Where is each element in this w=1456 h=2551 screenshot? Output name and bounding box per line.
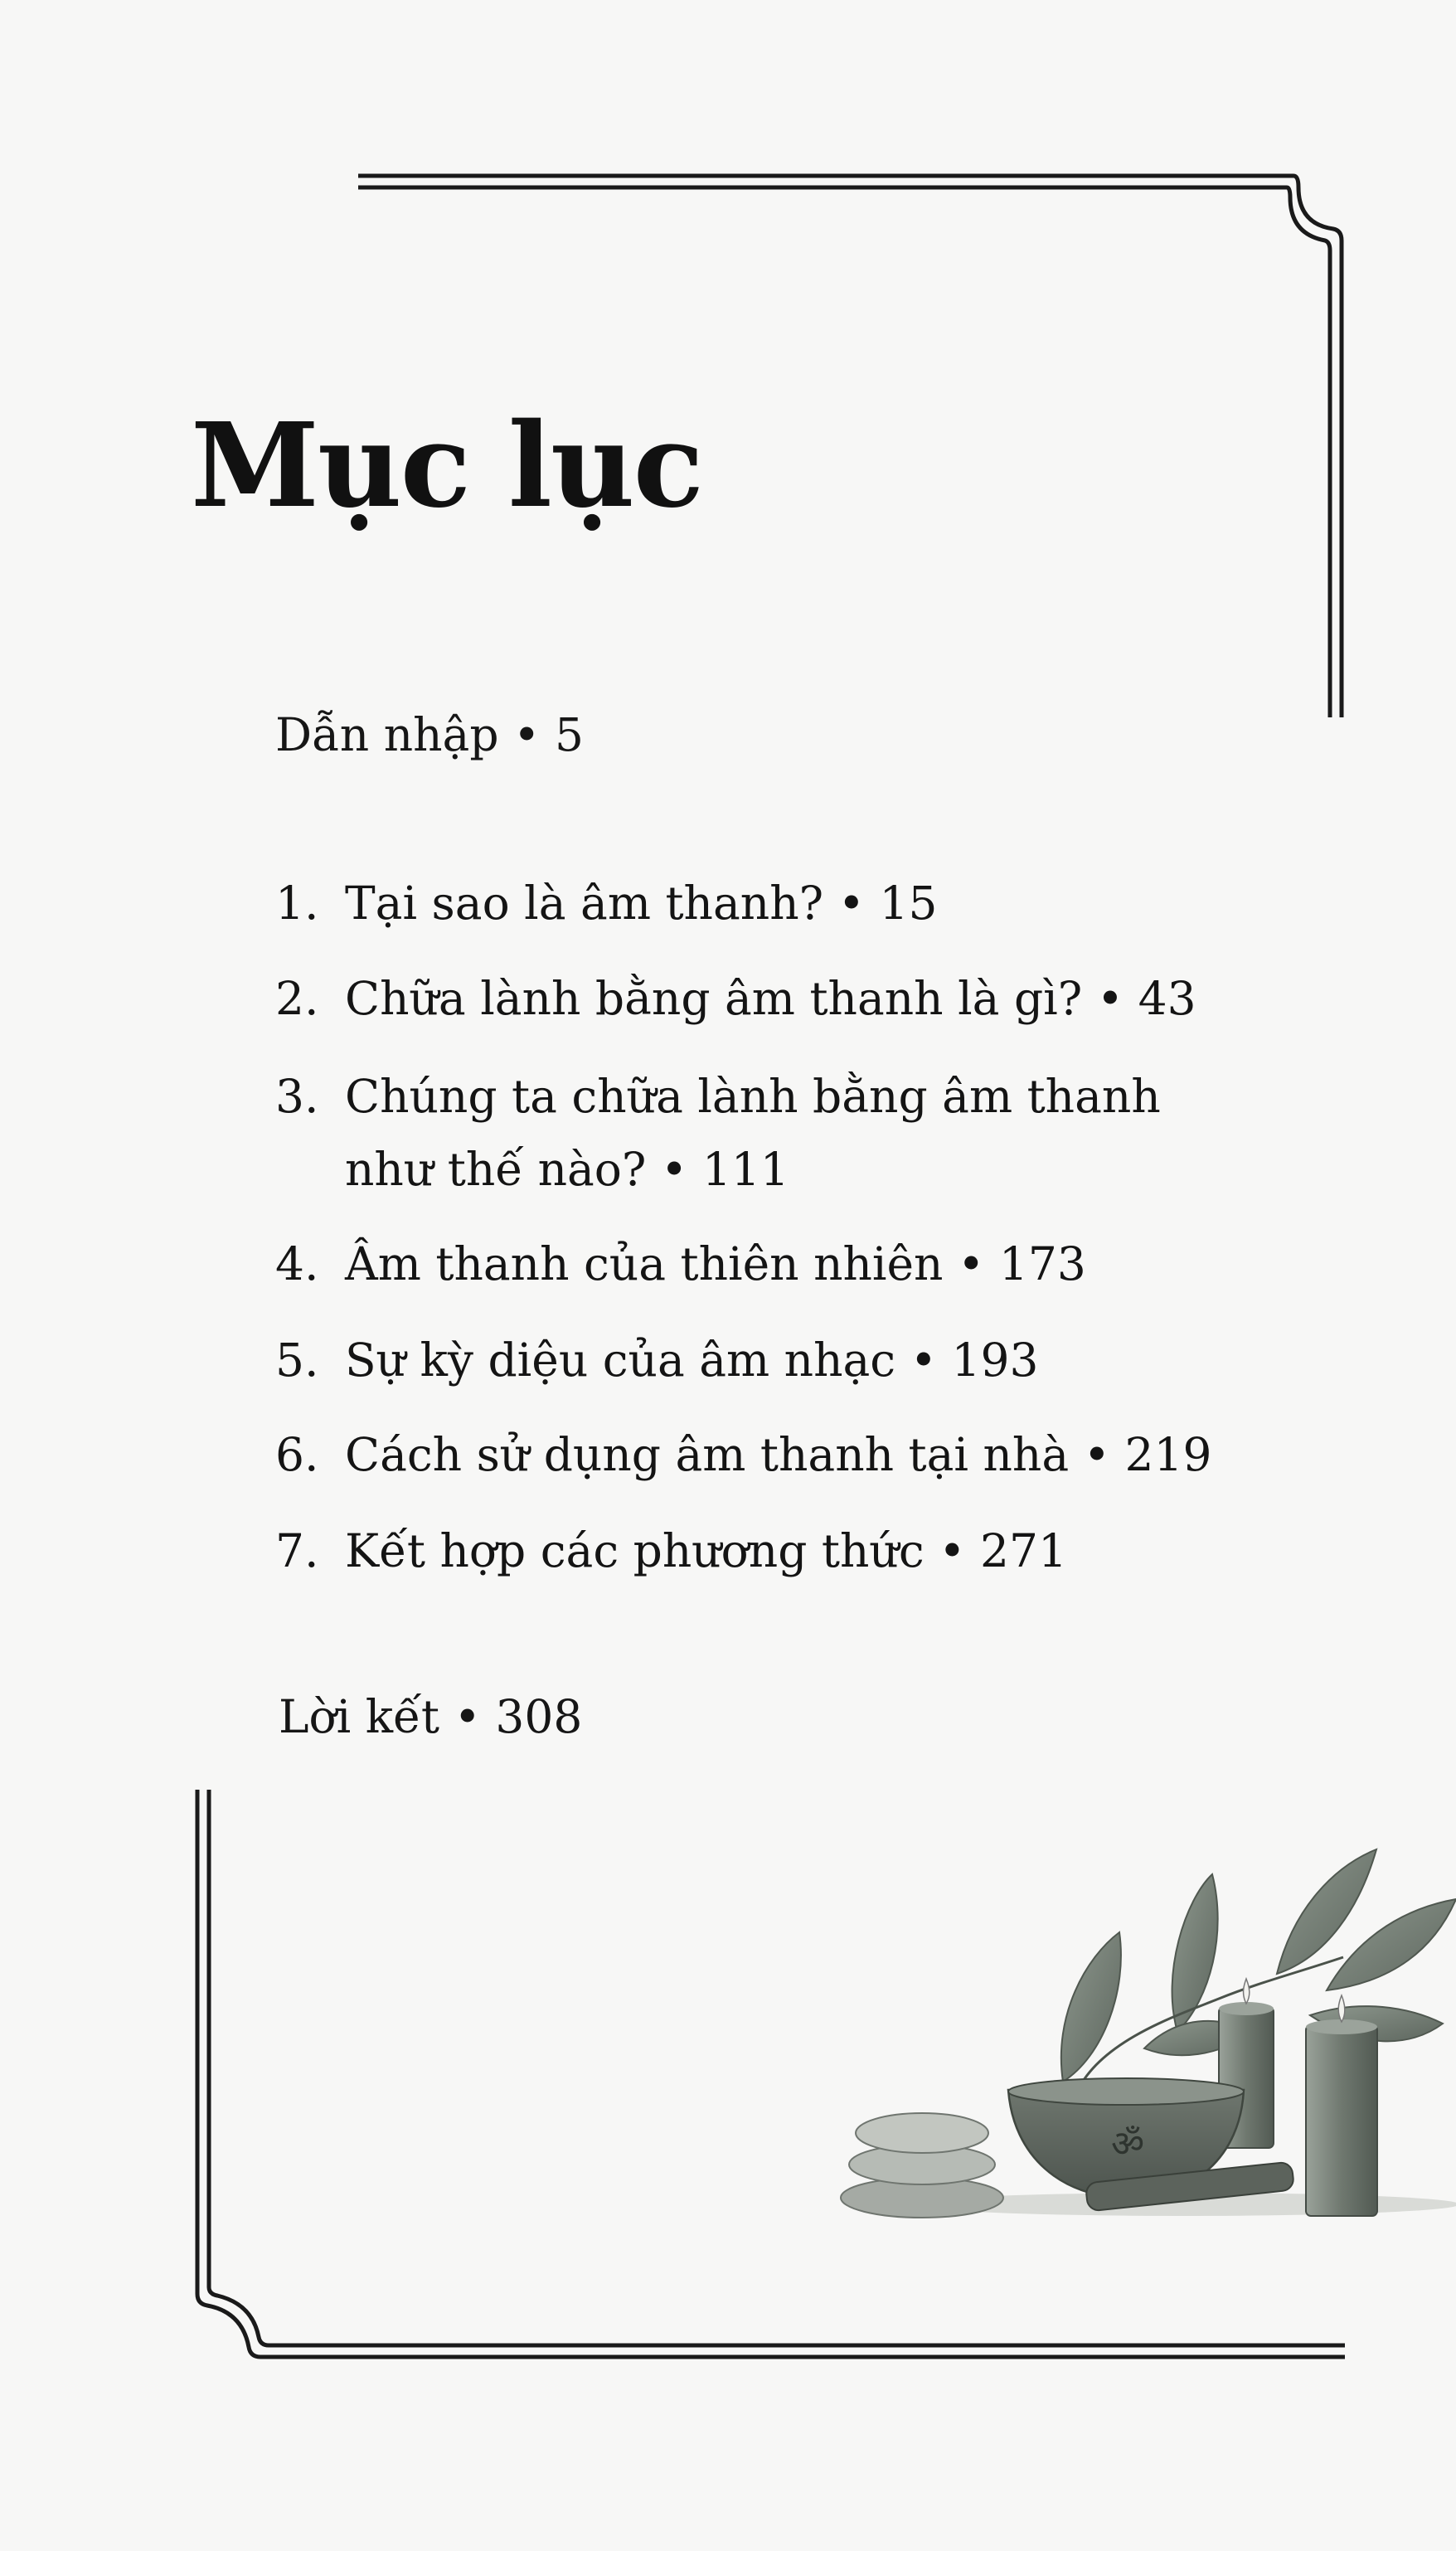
chapter-number: 5. <box>275 1334 319 1387</box>
toc-outro-entry: Lời kết • 308 <box>279 1690 583 1743</box>
chapter-title-continuation: như thế nào? • 111 <box>345 1143 789 1196</box>
stacked-stones-icon <box>841 2113 1003 2218</box>
chapter-number: 3. <box>275 1070 319 1123</box>
toc-chapter-entry <box>275 1227 1086 1300</box>
singing-bowl-illustration <box>829 1808 1456 2239</box>
toc-chapter-entry <box>275 867 938 940</box>
chapter-title: Tại sao là âm thanh? • 15 <box>345 877 938 930</box>
page-title: Mục lục <box>191 398 702 534</box>
svg-text:ॐ: ॐ <box>1111 2123 1145 2165</box>
toc-chapter-entry <box>275 1514 1067 1587</box>
chapter-number: 6. <box>275 1428 319 1481</box>
chapter-title: Kết hợp các phương thức • 271 <box>345 1524 1068 1577</box>
chapter-title: Chúng ta chữa lành bằng âm thanh <box>345 1070 1161 1123</box>
chapter-number: 2. <box>275 972 319 1025</box>
toc-intro-entry: Dẫn nhập • 5 <box>275 708 584 761</box>
toc-chapter-entry <box>275 1418 1212 1491</box>
chapter-title: Sự kỳ diệu của âm nhạc • 193 <box>345 1334 1039 1387</box>
toc-chapter-entry <box>275 962 1196 1035</box>
chapter-title: Cách sử dụng âm thanh tại nhà • 219 <box>345 1428 1212 1481</box>
toc-chapter-entry <box>275 1060 1161 1206</box>
chapter-number: 4. <box>275 1237 319 1290</box>
chapter-number: 7. <box>275 1524 319 1577</box>
chapter-title: Chữa lành bằng âm thanh là gì? • 43 <box>345 972 1196 1025</box>
toc-chapter-entry <box>275 1324 1038 1397</box>
chapter-title: Âm thanh của thiên nhiên • 173 <box>345 1237 1086 1290</box>
chapter-number: 1. <box>275 877 319 930</box>
